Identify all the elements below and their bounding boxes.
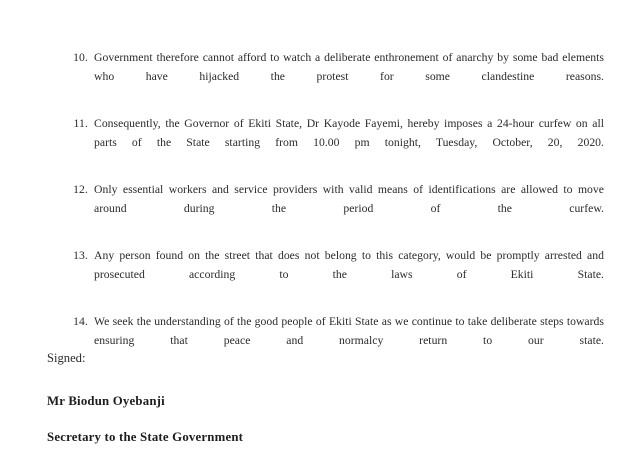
clause-text: Only essential workers and service providers with valid means of identifications are allowed to move around during the period of the curfew. [94, 183, 604, 215]
signature-block [47, 350, 447, 445]
clause-text: Consequently, the Governor of Ekiti State, Dr Kayode Fayemi, hereby imposes a 24-hour curfew on all parts of the State starting from 10.00 pm tonight, Tuesday, October, 20, 2020. [94, 117, 604, 149]
clause-number: 14. [73, 315, 88, 328]
clause-text: We seek the understanding of the good people of Ekiti State as we continue to take deliberate steps towards ensuring that peace and normalcy return to our state. [94, 315, 604, 347]
clause-text: Government therefore cannot afford to watch a deliberate enthronement of anarchy by some bad elements who have hijacked the protest for some clandestine reasons. [94, 51, 604, 83]
clause-text: Any person found on the street that does not belong to this category, would be promptly arrested and prosecuted according to the laws of Ekiti State. [94, 249, 604, 281]
list-item [62, 180, 604, 237]
signatory-name: Mr Biodun Oyebanji [47, 394, 165, 408]
list-item [62, 114, 604, 171]
clause-number: 13. [73, 249, 88, 262]
numbered-clause-list [62, 48, 604, 378]
clause-number: 10. [73, 51, 88, 64]
clause-number: 12. [73, 183, 88, 196]
clause-number: 11. [73, 117, 88, 130]
list-item [62, 246, 604, 303]
list-item [62, 48, 604, 105]
signed-label: Signed: [47, 351, 86, 365]
signatory-title: Secretary to the State Government [47, 430, 244, 444]
